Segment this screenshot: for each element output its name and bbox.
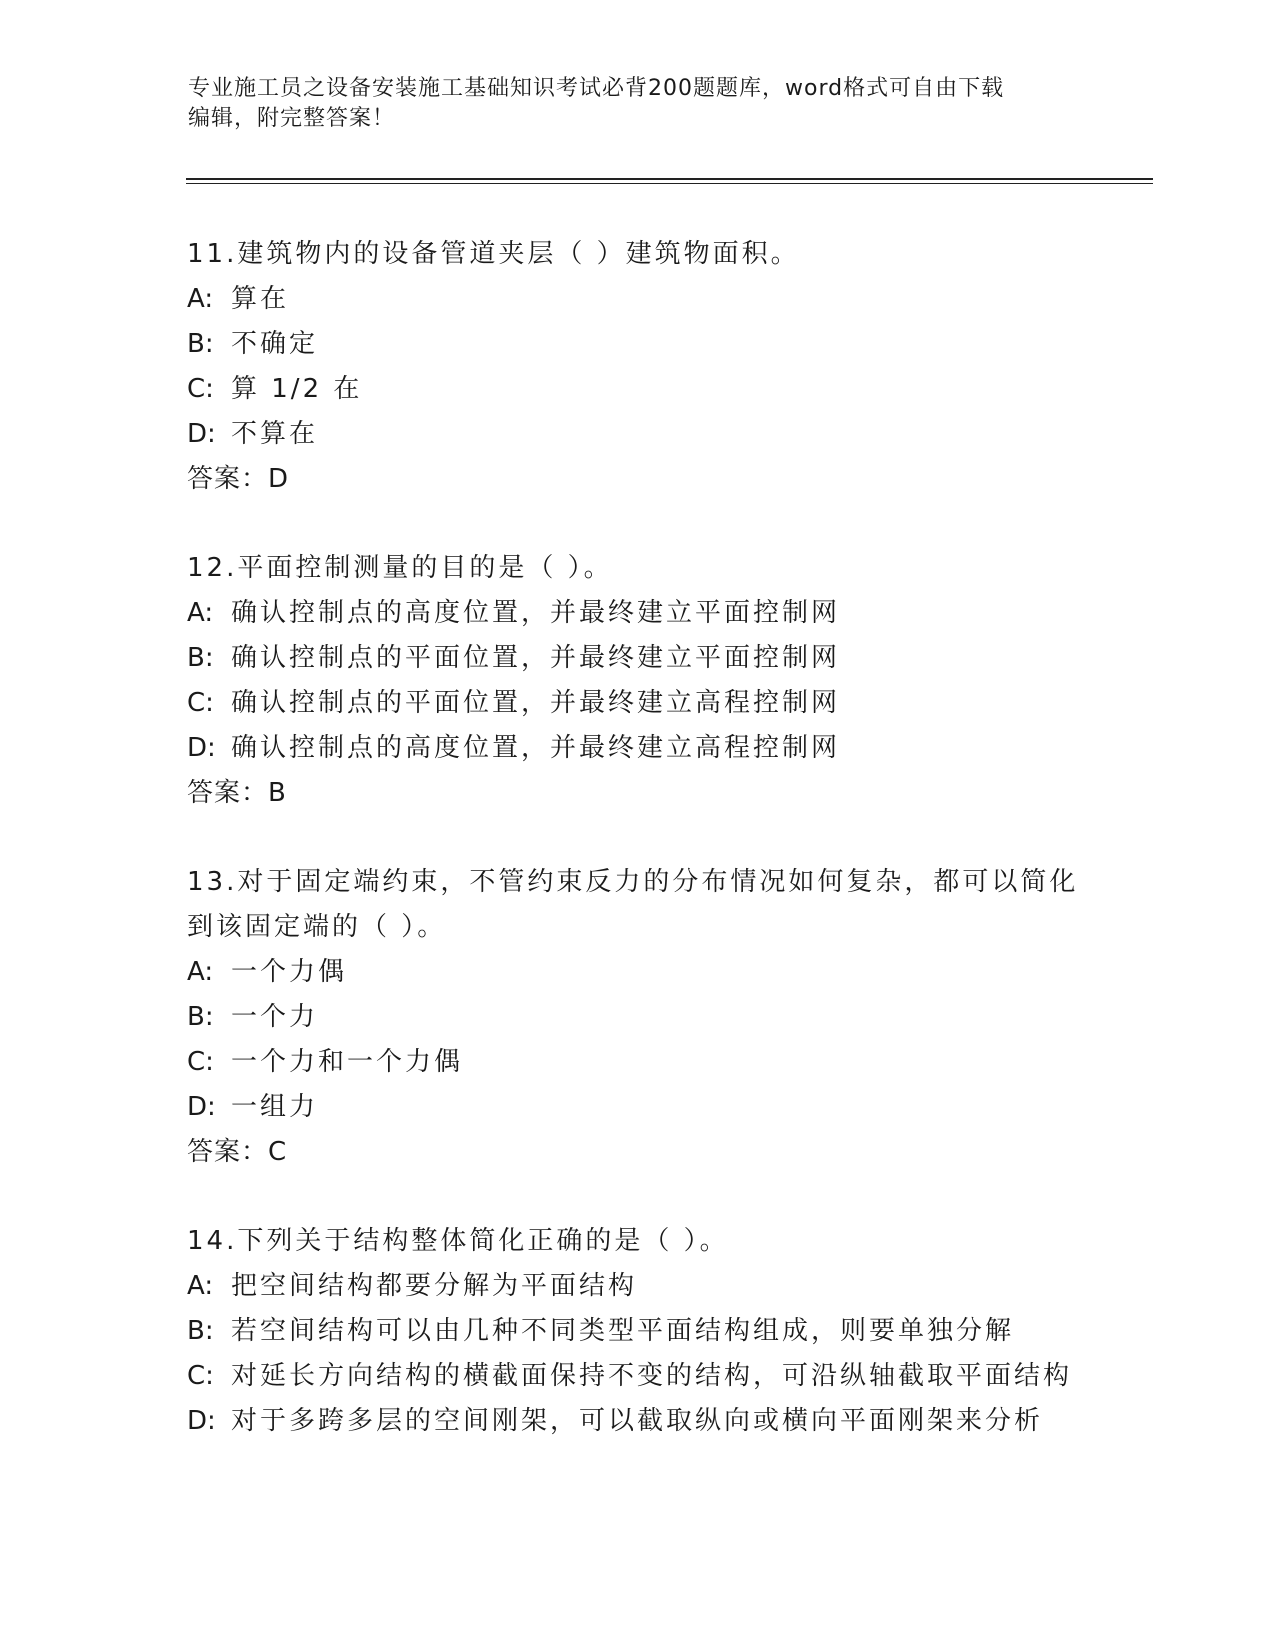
option-text: 确认控制点的平面位置，并最终建立平面控制网	[231, 643, 841, 673]
answer-value: C	[268, 1137, 288, 1167]
option-c	[187, 681, 1087, 726]
option-key: D:	[187, 1092, 216, 1122]
header-line-1: 专业施工员之设备安装施工基础知识考试必背200题题库，word格式可自由下载	[188, 76, 1005, 101]
question-stem: 14.下列关于结构整体简化正确的是（ ）。	[187, 1226, 729, 1256]
option-text: 一组力	[231, 1092, 319, 1122]
option-key: C:	[187, 1047, 214, 1077]
question-11	[187, 232, 1087, 502]
option-key: D:	[187, 733, 216, 763]
option-key: D:	[187, 419, 216, 449]
option-text: 确认控制点的高度位置，并最终建立平面控制网	[231, 598, 841, 628]
answer-value: D	[268, 464, 290, 494]
option-key: B:	[187, 329, 214, 359]
answer-label: 答案：	[187, 1137, 269, 1167]
option-text: 不确定	[231, 329, 319, 359]
option-key: A:	[187, 284, 214, 314]
option-text: 算在	[231, 284, 290, 314]
option-text: 确认控制点的高度位置，并最终建立高程控制网	[231, 733, 841, 763]
question-stem: 11.建筑物内的设备管道夹层（ ）建筑物面积。	[187, 239, 800, 269]
option-b	[187, 322, 1087, 367]
option-key: B:	[187, 1002, 214, 1032]
question-14	[187, 1219, 1087, 1444]
answer-line	[187, 457, 1087, 502]
option-text: 若空间结构可以由几种不同类型平面结构组成，则要单独分解	[231, 1316, 1015, 1346]
question-13	[187, 860, 1087, 1175]
option-key: A:	[187, 1271, 214, 1301]
option-a	[187, 1264, 1087, 1309]
option-c	[187, 1040, 1087, 1085]
option-text: 一个力和一个力偶	[231, 1047, 464, 1077]
option-b	[187, 995, 1087, 1040]
option-key: A:	[187, 598, 214, 628]
answer-line	[187, 771, 1087, 816]
option-c	[187, 367, 1087, 412]
answer-value: B	[268, 778, 287, 808]
document-header	[188, 74, 1068, 134]
header-rule-thin	[186, 183, 1153, 184]
option-text: 一个力偶	[231, 957, 348, 987]
option-text: 不算在	[231, 419, 319, 449]
option-key: C:	[187, 688, 214, 718]
option-key: D:	[187, 1406, 216, 1436]
question-stem: 12.平面控制测量的目的是（ ）。	[187, 553, 613, 583]
option-a	[187, 950, 1087, 995]
header-line-2: 编辑，附完整答案！	[188, 106, 396, 131]
option-text: 把空间结构都要分解为平面结构	[231, 1271, 638, 1301]
option-key: B:	[187, 1316, 214, 1346]
option-d	[187, 1399, 1087, 1444]
option-key: C:	[187, 1361, 214, 1391]
question-12	[187, 546, 1087, 816]
question-stem-line-2: 到该固定端的（ ）。	[187, 912, 447, 942]
option-text: 算 1/2 在	[231, 374, 363, 404]
option-key: B:	[187, 643, 214, 673]
option-b	[187, 1309, 1087, 1354]
question-list	[187, 232, 1087, 1488]
option-text: 确认控制点的平面位置，并最终建立高程控制网	[231, 688, 841, 718]
option-text: 对于多跨多层的空间刚架，可以截取纵向或横向平面刚架来分析	[231, 1406, 1044, 1436]
header-rule-thick	[186, 178, 1153, 180]
option-d	[187, 412, 1087, 457]
answer-line	[187, 1130, 1087, 1175]
answer-label: 答案：	[187, 778, 269, 808]
option-c	[187, 1354, 1087, 1399]
option-key: C:	[187, 374, 214, 404]
option-a	[187, 277, 1087, 322]
option-a	[187, 591, 1087, 636]
option-text: 一个力	[231, 1002, 319, 1032]
option-b	[187, 636, 1087, 681]
option-d	[187, 726, 1087, 771]
answer-label: 答案：	[187, 464, 269, 494]
option-text: 对延长方向结构的横截面保持不变的结构，可沿纵轴截取平面结构	[231, 1361, 1073, 1391]
option-d	[187, 1085, 1087, 1130]
question-stem-line-1: 13.对于固定端约束，不管约束反力的分布情况如何复杂，都可以简化	[187, 867, 1079, 897]
option-key: A:	[187, 957, 214, 987]
